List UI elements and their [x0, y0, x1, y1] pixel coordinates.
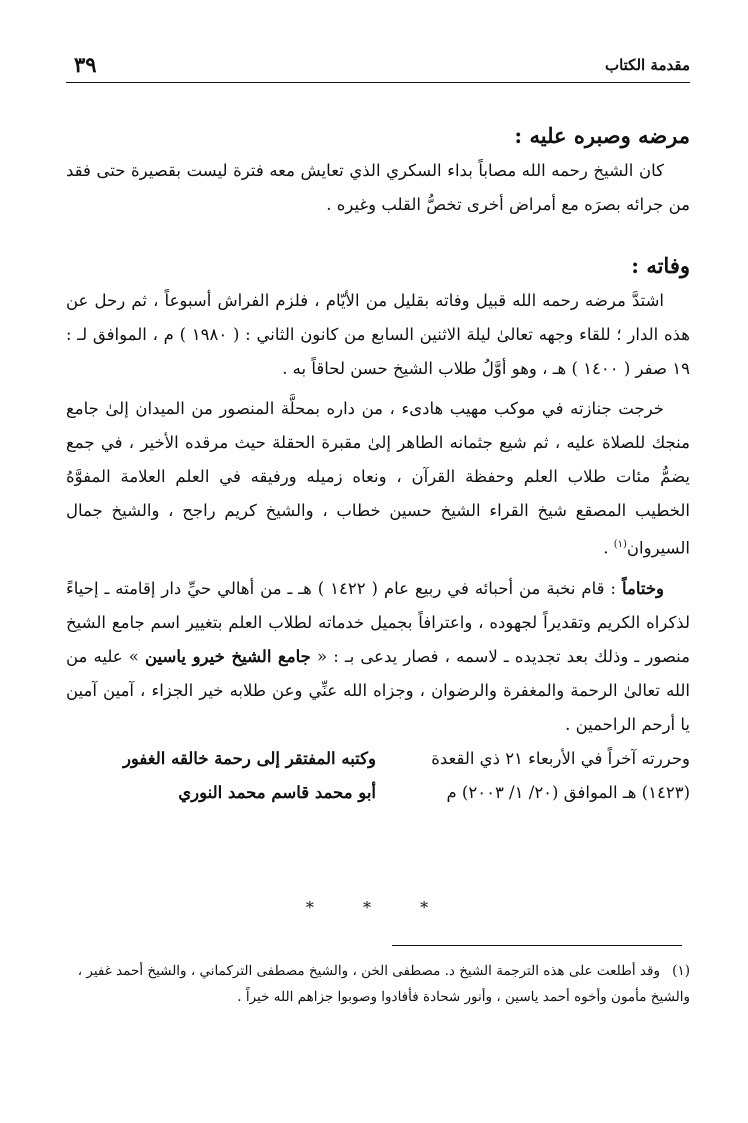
- running-title: مقدمة الكتاب: [604, 56, 690, 74]
- illness-paragraph: كان الشيخ رحمه الله مصاباً بداء السكري الذي تعايش معه فترة ليست بقصيرة حتى فقد من جرائه بصرَه مع أمراض أخرى تخصُّ القلب وغيره .: [66, 161, 690, 214]
- footnote-divider: [392, 945, 682, 946]
- illness-heading: مرضه وصبره عليه :: [514, 123, 690, 148]
- footnote-number: (١): [672, 963, 690, 979]
- mosque-name: جامع الشيخ خيرو ياسين: [144, 646, 311, 666]
- closing-text-b: » عليه من الله تعالىٰ الرحمة والمغفرة والرضوان ، وجزاه الله عنِّي وعن طلابه خير الجزاء ، آمين آمين يا أرحم الراحمين .: [66, 646, 690, 734]
- closing-text-a: : قام نخبة من أحبائه في ربيع عام ( ١٤٢٢ ) هـ ـ من أهالي حيِّ دار إقامته ـ إحياءً لذكراه الكريم وتقديراً لجهوده ، واعترافاً بجميل خدماته لطلاب العلم بتغيير اسم جامع الشيخ منصور ـ وذلك بعد تجديده ـ لاسمه ، فصار يدعى بـ : «: [66, 578, 690, 666]
- death-paragraph-1: اشتدَّ مرضه رحمه الله قبيل وفاته بقليل من الأيّام ، فلزم الفراش أسبوعاً ، ثم رحل عن هذه الدار ؛ للقاء وجهه تعالىٰ ليلة الاثنين السابع من كانون الثاني : ( ١٩٨٠ ) م ، الموافق لـ : ١٩ صفر ( ١٤٠٠ ) هـ ، وهو أوَّلُ طلاب الشيخ حسن لحاقاً به .: [66, 291, 691, 378]
- page-number: ٣٩: [74, 52, 97, 77]
- funeral-end: .: [603, 538, 614, 558]
- footnote-reference: (١): [613, 539, 627, 550]
- section-separator: * * *: [305, 898, 451, 917]
- footnote-text: وقد أطلعت على هذه الترجمة الشيخ د. مصطفى الخن ، والشيخ مصطفى التركماني ، والشيخ أحمد غفير ، والشيخ مأمون وأخوه أحمد ياسين ، وأنور شحادة فأفادوا وصوبوا جزاهم الله خيراً .: [77, 963, 690, 1005]
- signature-block: [66, 742, 690, 810]
- funeral-text: خرجت جنازته في موكب مهيب هادىء ، من داره بمحلَّة المنصور من الميدان إلىٰ جامع منجك للصلاة عليه ، ثم شيع جثمانه الطاهر إلىٰ مقبرة الحقلة حيث مرقده الأخير ، في جمع يضمُّ مئات طلاب العلم وحفظة القرآن ، ونعاه زميله ورفيقه في العلم العلامة المفوَّهُ الخطيب المصقع شيخ القراء الشيخ حسين خطاب ، والشيخ كريم راجح ، والشيخ جمال السيروان: [66, 399, 690, 558]
- main-text: [66, 118, 690, 810]
- author-line-1: وكتبه المفتقر إلى رحمة خالقه الغفور: [122, 748, 376, 768]
- author-line-2: أبو محمد قاسم محمد النوري: [178, 782, 376, 802]
- date-line-1: وحررته آخراً في الأربعاء ٢١ ذي القعدة: [431, 748, 690, 768]
- death-paragraph-2: [66, 392, 690, 566]
- signature-author: [66, 742, 376, 810]
- footnote: [66, 958, 690, 1010]
- date-line-2: (١٤٢٣) هـ الموافق (٢٠/ ١/ ٢٠٠٣) م: [446, 782, 690, 802]
- closing-paragraph: [66, 572, 690, 742]
- death-heading: وفاته :: [631, 253, 690, 278]
- running-header: [66, 52, 690, 83]
- closing-lead: وختاماً: [621, 578, 664, 598]
- signature-date: [390, 742, 690, 810]
